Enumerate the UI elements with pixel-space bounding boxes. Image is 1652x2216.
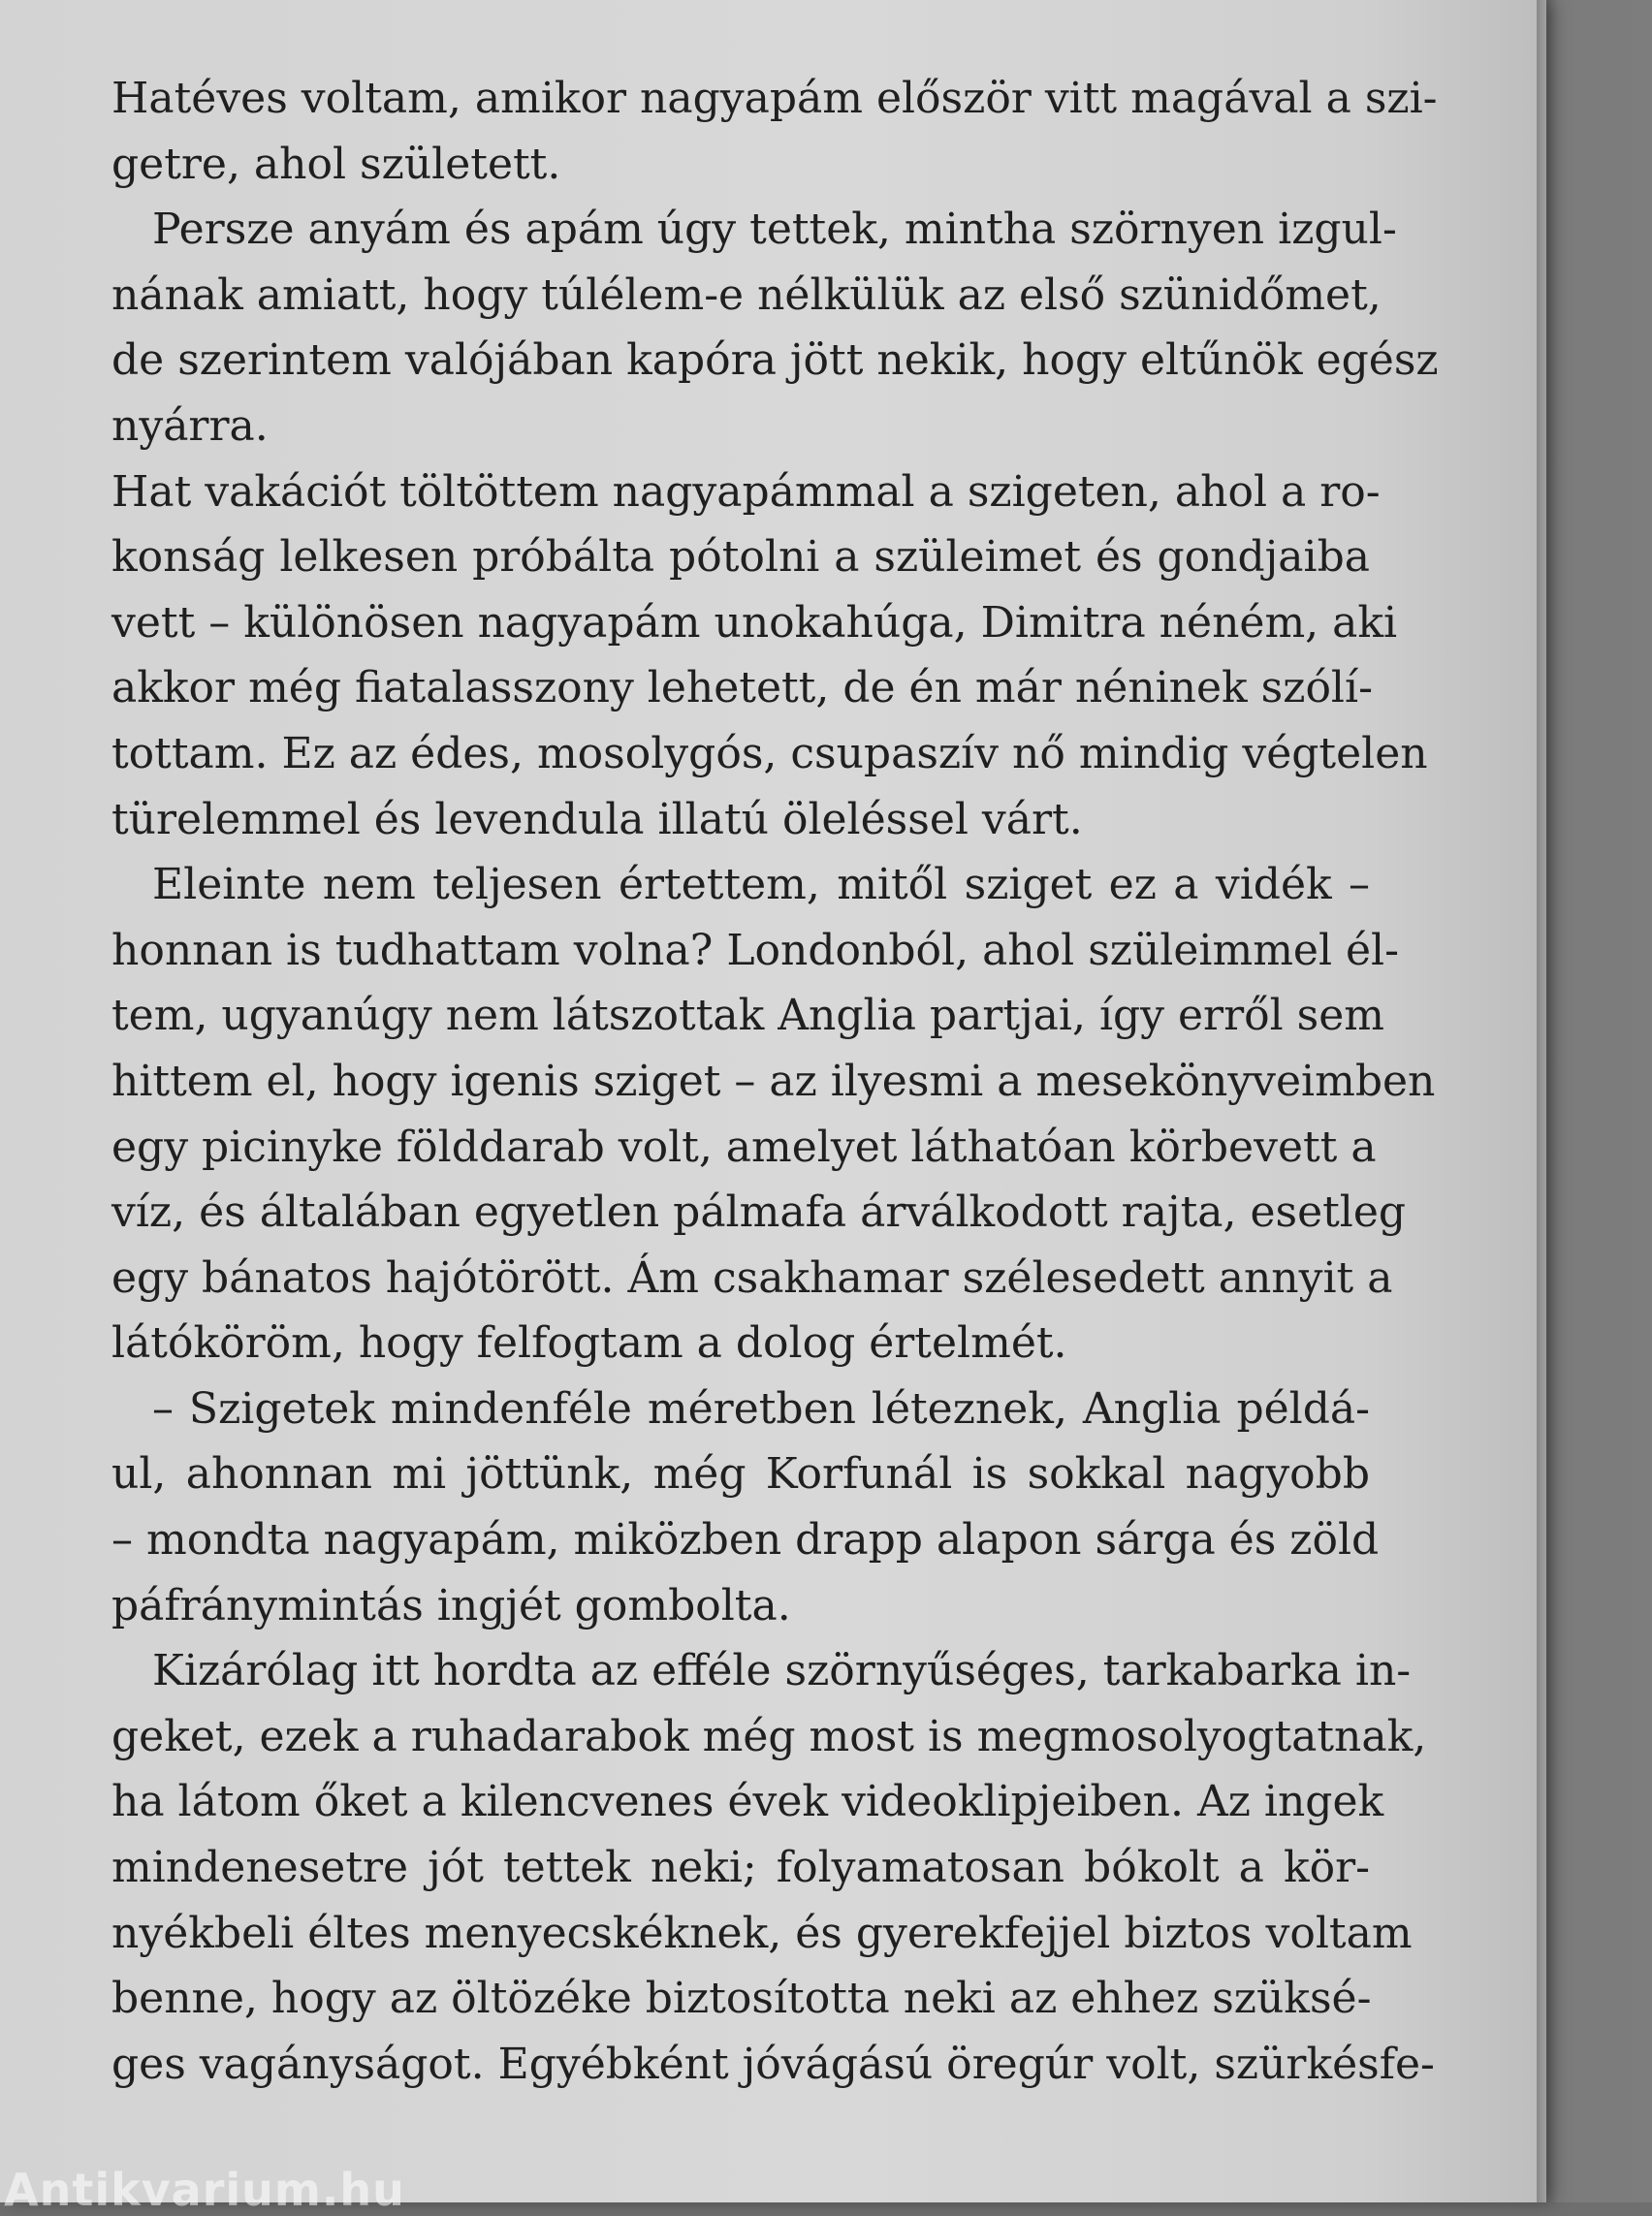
text-line: Persze anyám és apám úgy tettek, mintha szörnyen izgul- [152,205,1397,255]
paragraph-1 [111,66,1438,197]
text-line: Kizárólag itt hordta az efféle szörnyűséges, tarkabarka in- [152,1646,1412,1696]
text-line: Hat vakációt töltöttem nagyapámmal a szigeten, ahol a ro- [111,466,1381,517]
text-line: ha látom őket a kilencvenes évek videoklipjeiben. Az ingek [111,1777,1384,1827]
text-line: konság lelkesen próbálta pótolni a szüleimet és gondjaiba [111,532,1370,583]
text-line: türelemmel és levendula illatú öleléssel várt. [111,794,1083,844]
text-line: nyárra. [111,400,269,451]
text-line: víz, és általában egyetlen pálmafa árválkodott rajta, esetleg [111,1187,1407,1238]
paragraph-6 [111,1638,1435,2097]
text-line: benne, hogy az öltözéke biztosította neki az ehhez szüksé- [111,1974,1372,2024]
text-line: getre, ahol született. [111,139,561,189]
text-line: – Szigetek mindenféle méretben léteznek, Anglia példá- [152,1383,1370,1434]
paragraph-4 [111,852,1436,1377]
text-line: nyékbeli éltes menyecskéknek, és gyerekfejjel biztos voltam [111,1908,1413,1958]
text-line: vett – különösen nagyapám unokahúga, Dimitra néném, aki [111,597,1398,648]
text-line: Eleinte nem teljesen értettem, mitől sziget ez a vidék – [152,860,1370,910]
text-line: geket, ezek a ruhadarabok még most is megmosolyogtatnak, [111,1711,1427,1761]
text-line: ges vagányságot. Egyébként jóvágású öregúr volt, szürkésfe- [111,2039,1435,2089]
paragraph-2 [111,197,1439,459]
body-text [111,66,1439,2097]
text-line: páfránymintás ingjét gombolta. [111,1580,791,1630]
text-line: látóköröm, hogy felfogtam a dolog értelmét. [111,1318,1067,1369]
watermark: Antikvarium.hu [4,2164,405,2216]
paragraph-5 [111,1377,1380,1638]
text-line: tottam. Ez az édes, mosolygós, csupaszív nő mindig végtelen [111,728,1428,778]
paragraph-3 [111,459,1428,853]
text-line: honnan is tudhattam volna? Londonból, ahol szüleimmel él- [111,925,1399,975]
text-line: akkor még fiatalasszony lehetett, de én már néninek szólí- [111,663,1373,713]
page-edge-shadow [1537,0,1558,2202]
text-line: Hatéves voltam, amikor nagyapám először vitt magával a szi- [111,74,1438,123]
text-line: egy bánatos hajótörött. Ám csakhamar szélesedett annyit a [111,1252,1393,1303]
text-line: ul, ahonnan mi jöttünk, még Korfunál is sokkal nagyobb [111,1449,1370,1500]
text-line: mindenesetre jót tettek neki; folyamatosan bókolt a kör- [111,1843,1370,1893]
text-line: tem, ugyanúgy nem látszottak Anglia partjai, így erről sem [111,991,1385,1041]
text-line: hittem el, hogy igenis sziget – az ilyesmi a mesekönyveimben [111,1056,1436,1106]
text-line: egy picinyke földdarab volt, amelyet láthatóan körbevett a [111,1122,1377,1172]
text-line: nának amiatt, hogy túlélem-e nélkülük az első szünidőmet, [111,269,1382,320]
text-line: – mondta nagyapám, miközben drapp alapon sárga és zöld [111,1515,1380,1566]
text-line: de szerintem valójában kapóra jött nekik, hogy eltűnök egész [111,335,1439,386]
